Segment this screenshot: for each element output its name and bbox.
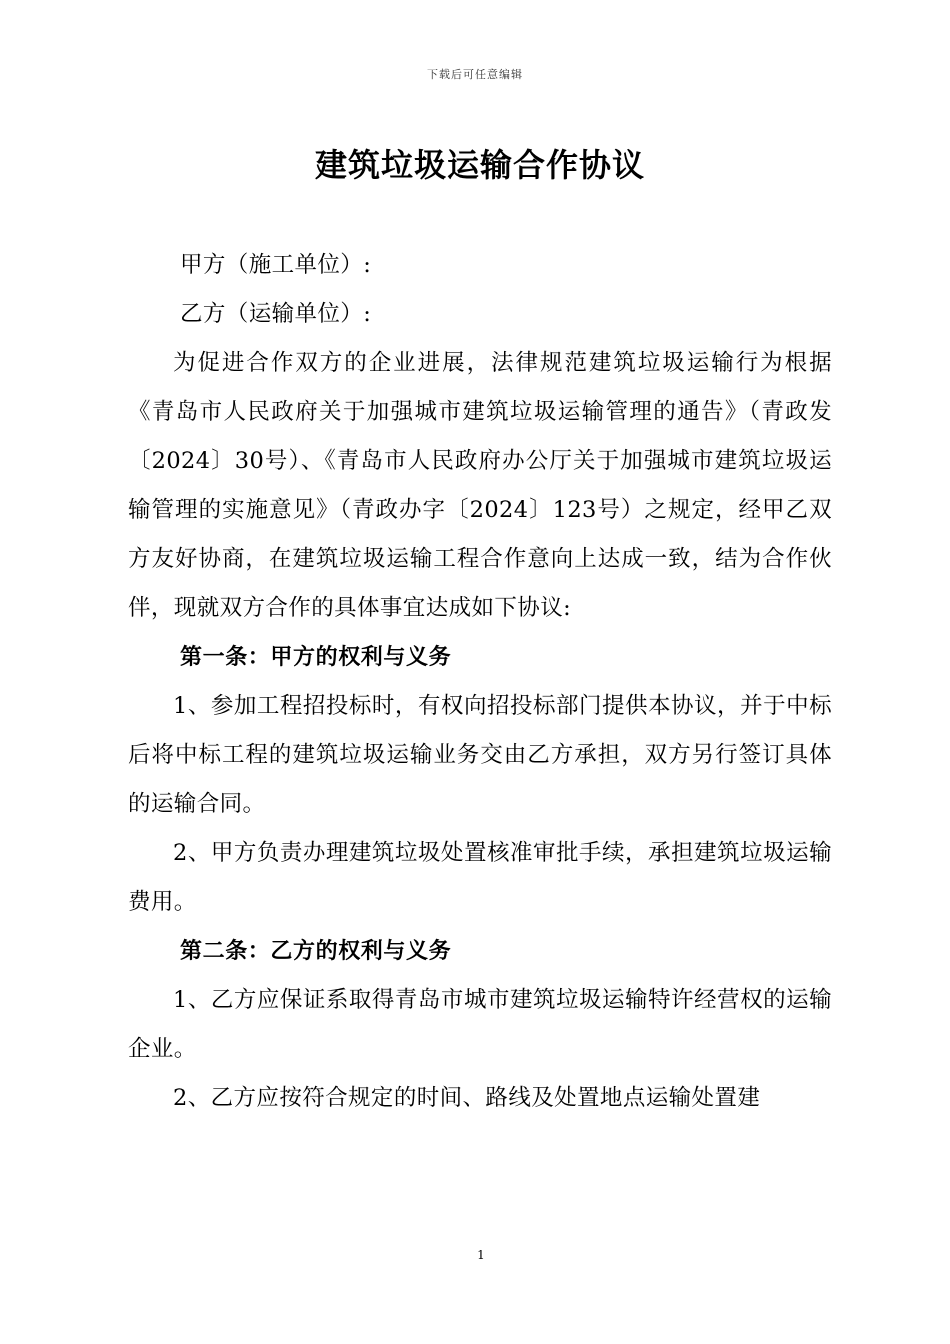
article-1-item-1: 1、参加工程招投标时，有权向招投标部门提供本协议，并于中标后将中标工程的建筑垃圾运输业务交由乙方承担，双方另行签订具体的运输合同。 (128, 693, 832, 817)
article-2-item-2: 2、乙方应按符合规定的时间、路线及处置地点运输处置建 (173, 1085, 761, 1111)
document-title: 建筑垃圾运输合作协议 (314, 146, 645, 184)
page-number: 1 (477, 1248, 485, 1262)
header-note: 下载后可任意编辑 (427, 68, 523, 81)
document-body (128, 241, 832, 1123)
article-2-heading: 第二条：乙方的权利与义务 (180, 939, 452, 964)
party-a-line: 甲方（施工单位）: (180, 252, 372, 278)
article-2-item-1: 1、乙方应保证系取得青岛市城市建筑垃圾运输特许经营权的运输企业。 (128, 987, 832, 1062)
article-1-item-2: 2、甲方负责办理建筑垃圾处置核准审批手续，承担建筑垃圾运输费用。 (128, 840, 832, 915)
party-b-line: 乙方（运输单位）: (180, 301, 372, 327)
article-1-heading: 第一条：甲方的权利与义务 (180, 645, 452, 670)
intro-paragraph: 为促进合作双方的企业进展，法律规范建筑垃圾运输行为根据《青岛市人民政府关于加强城市建筑垃圾运输管理的通告》（青政发〔2024〕30号）、《青岛市人民政府办公厅关于加强城市建筑垃圾运输管理的实施意见》（青政办字〔2024〕123号）之规定，经甲乙双方友好协商，在建筑垃圾运输工程合作意向上达成一致，结为合作伙伴，现就双方合作的具体事宜达成如下协议: (128, 350, 832, 621)
